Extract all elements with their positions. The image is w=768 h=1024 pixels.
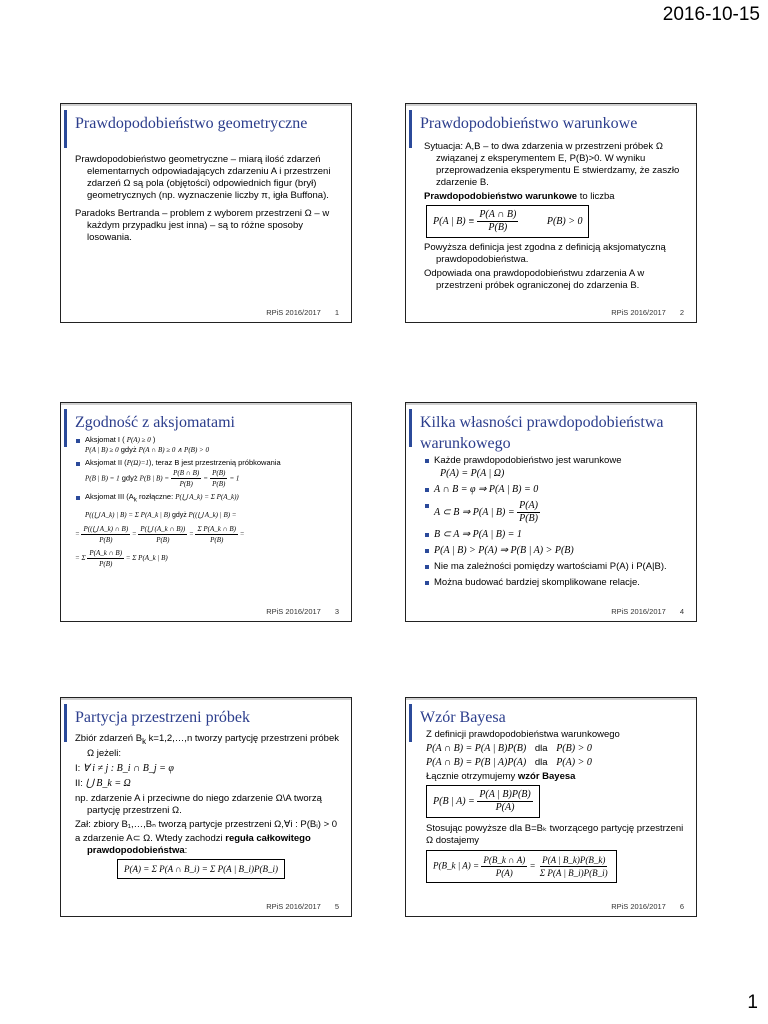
list-item [75,435,345,455]
slide-number: 2 [679,308,684,317]
numerator: P(A | B_k)P(B_k) [542,855,606,865]
paragraph: Paradoks Bertranda – problem z wyborem przestrzeni Ω – w każdym przypadku jest inna) – są to różne sposoby losowania. [75,208,330,243]
text: dla [534,757,548,768]
formula-text: = [203,474,209,483]
slide-title: Prawdopodobieństwo warunkowe [420,115,638,132]
formula-line: = $\frac{P((⋃ A\_k) \cap B)}{P(B)}$ = $\frac{P(⋃ (A\_k \cap B))}{P(B)}$ = $\frac{\text{Σ P(A\_k ∩ B)}}{P(B)}$ = [75,524,245,544]
formula-text: P(B | B) = [139,474,170,483]
list-item [424,577,690,589]
numerator: P(B) [212,469,226,477]
slide-number: 6 [679,902,684,911]
bold-term: Prawdopodobieństwo warunkowe [424,191,578,202]
slide-footer [266,607,339,616]
numerator: P((⋃ A_k) ∩ B) [83,524,129,533]
footer-text: RPiS 2016/2017 [266,607,321,616]
slide-top-bar [61,698,351,700]
paragraph: np. zdarzenie A i przeciwne do niego zdarzenie Ω\A tworzą partycję przestrzeni Ω. [75,792,322,816]
formula-condition: P(B) > 0 [546,215,583,227]
fraction [138,524,187,545]
formula-text: P((⋃ A_k) | B) = Σ P(A_k | B) [85,510,171,519]
slide-6 [405,697,697,917]
numerator: P(B_k ∩ A) [483,855,526,865]
slide-accent-bar [64,409,67,447]
formula-text: A ∩ B = φ ⇒ P(A | B) = 0 [434,484,539,495]
text: Aksjomat I ( [85,435,125,444]
formula-text: P(Ω)=1 [126,459,149,467]
denominator: P(B) [519,513,538,524]
slide-top-bar [61,104,351,106]
denominator: P(B) [179,480,193,488]
paragraph: Odpowiada ona prawdopodobieństwu zdarzenia A w przestrzeni próbek ograniczonej do zdarzenia B. [424,268,645,291]
formula-text: P(B | A) = [433,795,475,807]
page-number: 1 [747,992,758,1013]
text: : [184,844,188,856]
slide-body [75,154,345,250]
text: ), teraz B jest przestrzenią próbkowania [148,458,281,467]
slide-accent-bar [409,704,412,742]
fraction [477,789,532,814]
slide-accent-bar [409,409,412,447]
list-item [424,500,690,525]
paragraph: Stosując powyższe dla B=Bₖ tworzącego partycję przestrzeni Ω dostajemy [426,823,684,846]
text: Aksjomat III ( [85,492,129,501]
slide-body [424,141,690,298]
list-item [424,561,690,573]
numerator: P(⋃ (A_k ∩ B)) [140,524,186,533]
formula-box: P(B_k | A) = $\frac{P(B\_k \cap A)}{P(A)}$ = $\frac{P(A | B\_k)P(B\_k)}{\text{Σ P(A | B\_i)P(B\_i)}}$ [426,850,617,883]
paragraph [424,191,690,203]
text: Każde prawdopodobieństwo jest warunkowe [434,455,622,466]
numerator: P(B ∩ B) [173,469,200,477]
denominator: P(B) [99,559,113,568]
slide-number: 3 [334,607,339,616]
slide-body [426,729,690,883]
formula-line: = Σ $\frac{P(A\_k \cap B)}{P(B)}$ = Σ P(A_k | B) [75,548,168,568]
text: ) [152,435,156,444]
list-item [75,492,345,506]
formula-text: P(A | B) ≡ [433,215,475,227]
fraction [87,548,124,569]
formula-text: = 1 [229,474,240,483]
slide-accent-bar [64,704,67,742]
denominator: P(B) [156,535,170,544]
slide-number: 5 [334,902,339,911]
text: to liczba [577,191,615,202]
slide-title: Wzór Bayesa [420,709,506,726]
denominator: P(A) [495,802,515,813]
paragraph: Zał: zbiory B₁,…,Bₙ tworzą partycje przestrzeni Ω,∀i : P(Bᵢ) > 0 [75,818,338,830]
text: Nie ma zależności pomiędzy wartościami P(A) i P(A|B). [434,561,667,572]
slide-title: Kilka własności prawdopodobieństwa warunkowego [420,414,664,452]
slide-title: Prawdopodobieństwo geometryczne [75,115,308,132]
slide-top-bar [406,403,696,405]
slide-number: 4 [679,607,684,616]
formula-text: P(A ∩ B) = P(B | A)P(A) [426,757,527,768]
formula-text: P(A) ≥ 0 [126,436,151,444]
slide-top-bar [406,104,696,106]
paragraph: Sytuacja: A,B – to dwa zdarzenia w przestrzeni próbek Ω związanej z eksperymentem E, P(B)>0. W wyniku przeprowadzenia eksperymentu E stwierdzamy, że zaszło zdarzenie B. [424,141,680,188]
slide-1 [60,103,352,323]
paragraph [75,778,345,790]
denominator: P(B) [212,480,226,488]
text: dla [534,743,548,754]
formula-box [426,205,589,238]
subscript: k [133,496,137,504]
fraction [538,854,610,879]
text: II: [75,777,83,789]
slide-footer [266,902,339,911]
fraction [210,468,227,489]
formula-text: = Σ P(A_k | B) [125,553,168,562]
denominator: P(B) [210,535,224,544]
numerator: P(A_k ∩ B) [89,548,123,557]
fraction [477,209,518,234]
footer-text: RPiS 2016/2017 [611,607,666,616]
text: gdyż [121,473,138,483]
fraction [81,524,130,545]
formula-text: P(B | B) = 1 [85,474,120,483]
text: Łącznie otrzymujemy [426,771,518,782]
footer-text: RPiS 2016/2017 [266,902,321,911]
denominator: P(B) [488,222,508,233]
footer-text: RPiS 2016/2017 [266,308,321,317]
slide-footer [266,308,339,317]
bold-term: reguła całkowitego prawdopodobieństwa [87,832,311,856]
formula-text: P((⋃ A_k) | B) = [188,510,237,519]
fraction [195,524,238,545]
footer-text: RPiS 2016/2017 [611,902,666,911]
paragraph [75,833,345,857]
slide-3 [60,402,352,622]
list-item [424,455,690,467]
slide-4 [405,402,697,622]
formula-text: P(B) > 0 [556,743,592,754]
formula-line [85,510,345,521]
numerator: P(A) [519,500,538,511]
text: A [128,492,134,501]
slide-2 [405,103,697,323]
slide-footer [611,902,684,911]
formula-text: P(A) > 0 [556,757,592,768]
fraction [517,500,540,525]
paragraph [426,771,690,783]
slide-5 [60,697,352,917]
text: k=1,2,…,n tworzy partycję przestrzeni próbek Ω jeżeli: [87,733,339,759]
paragraph [75,763,345,775]
denominator: P(A) [495,868,513,878]
paragraph [75,733,345,760]
bold-term: wzór Bayesa [517,771,576,782]
paragraph: Powyższa definicja jest zgodna z definicją aksjomatyczną prawdopodobieństwa. [424,242,666,265]
formula-box [426,785,540,818]
slide-accent-bar [64,110,67,148]
slide-body [75,435,345,569]
slide-footer [611,607,684,616]
list-item [424,545,690,557]
list-item [75,458,345,489]
text: Aksjomat II ( [85,458,127,467]
formula-text: P(A ∩ B) = P(A | B)P(B) [426,743,527,754]
formula-text: ∀ i ≠ j : B_i ∩ B_j = φ [82,762,174,774]
footer-text: RPiS 2016/2017 [611,308,666,317]
fraction [171,468,201,489]
numerator: Σ P(A_k ∩ B) [197,524,237,533]
list-item [424,529,690,541]
slide-title: Zgodność z aksjomatami [75,414,235,431]
text: gdyż [120,445,137,454]
numerator: P(A ∩ B) [479,209,517,220]
date-label: 2016-10-15 [662,4,760,25]
text: Zbiór zdarzeń B [75,733,143,744]
formula-text: P(A | B) ≥ 0 [85,446,119,454]
text: a zdarzenie A⊂ Ω. Wtedy zachodzi [75,832,226,844]
paragraph: Prawdopodobieństwo geometryczne – miarą ilość zdarzeń elementarnych odpowiadających zdarzeniu A i przestrzeni zdarzeń Ω są pola (objętości) odpowiednich figur (brył) geometrycznych (np. wyznaczenie liczby π, igła Buffona). [75,154,331,201]
subscript: k [142,736,147,746]
slide-number: 1 [334,308,339,317]
text: gdyż [171,511,187,519]
fraction [481,854,527,879]
formula-line [426,743,690,755]
slide-body [424,455,690,592]
text: Można budować bardziej skomplikowane relacje. [434,577,640,588]
denominator: P(B) [99,535,113,544]
formula-text: ⋃ B_k = Ω [85,777,131,789]
slide-top-bar [406,698,696,700]
formula-text: P(A ∩ B) ≥ 0 ∧ P(B) > 0 [138,446,209,454]
formula-text: P(A | B) > P(A) ⇒ P(B | A) > P(B) [434,545,574,556]
text: I: [75,762,81,774]
denominator: Σ P(A | B_i)P(B_i) [539,868,608,878]
text: rozłączne: [136,492,174,501]
paragraph: Z definicji prawdopodobieństwa warunkowego [426,729,620,740]
formula-line [426,757,690,769]
list-item [424,484,690,496]
formula-text: B ⊂ A ⇒ P(A | B) = 1 [434,529,522,540]
slide-title: Partycja przestrzeni próbek [75,709,251,726]
formula-text: P(B_k | A) = [433,860,480,871]
slide-body [75,733,345,879]
formula-box: P(A) = Σ P(A ∩ B_i) = Σ P(A | B_i)P(B_i) [117,859,285,879]
numerator: P(A | B)P(B) [479,789,531,800]
formula-text: P(⋃ A_k) = Σ P(A_k)) [175,493,239,501]
formula-text: A ⊂ B ⇒ P(A | B) = [434,506,515,518]
slide-top-bar [61,403,351,405]
formula-text: P(A) = P(A | Ω) [440,468,505,479]
slide-accent-bar [409,110,412,148]
slide-footer [611,308,684,317]
